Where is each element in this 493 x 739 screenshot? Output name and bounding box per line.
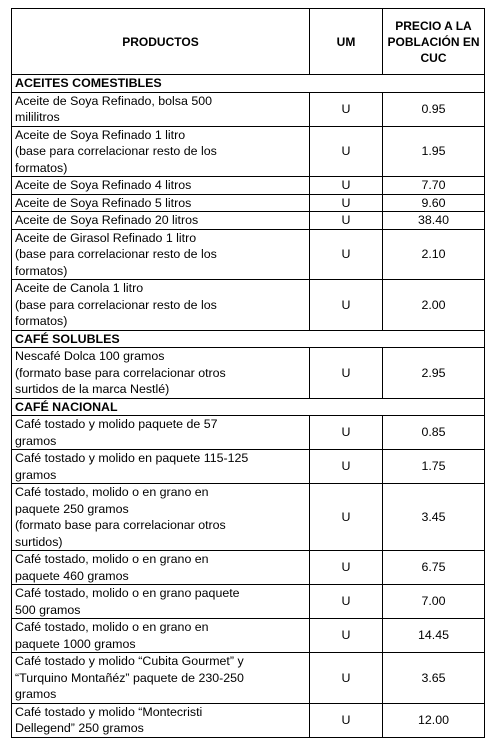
price-value: 3.45 [383, 484, 485, 551]
product-name: Café tostado y molido “Cubita Gourmet” y “Turquino Montañéz” paquete de 230-250 gramos [12, 653, 310, 704]
product-name: Café tostado, molido o en grano en paquete 250 gramos (formato base para correlacionar otros surtidos) [12, 484, 310, 551]
product-name: Aceite de Soya Refinado 5 litros [12, 194, 310, 212]
product-name: Aceite de Soya Refinado 4 litros [12, 177, 310, 195]
price-value: 6.75 [383, 551, 485, 585]
price-value: 12.00 [383, 703, 485, 737]
header-productos: PRODUCTOS [12, 9, 310, 75]
table-row [12, 194, 485, 212]
table-row [12, 450, 485, 484]
price-value: 9.60 [383, 194, 485, 212]
table-row [12, 280, 485, 331]
section-row [12, 330, 485, 348]
unit-of-measure: U [310, 653, 383, 704]
table-row [12, 619, 485, 653]
price-value: 7.70 [383, 177, 485, 195]
product-name: Aceite de Soya Refinado 1 litro (base para correlacionar resto de los formatos) [12, 126, 310, 177]
unit-of-measure: U [310, 177, 383, 195]
product-name: Aceite de Soya Refinado 20 litros [12, 212, 310, 230]
product-name: Café tostado y molido paquete de 57 gramos [12, 416, 310, 450]
price-value: 0.95 [383, 92, 485, 126]
price-value: 14.45 [383, 619, 485, 653]
section-label: ACEITES COMESTIBLES [12, 75, 485, 93]
price-value: 0.85 [383, 416, 485, 450]
unit-of-measure: U [310, 126, 383, 177]
product-name: Café tostado, molido o en grano en paquete 460 gramos [12, 551, 310, 585]
price-value: 2.95 [383, 348, 485, 399]
product-name: Nescafé Dolca 100 gramos (formato base para correlacionar otros surtidos de la marca Nestlé) [12, 348, 310, 399]
section-label: CAFÉ SOLUBLES [12, 330, 485, 348]
section-row [12, 75, 485, 93]
product-name: Café tostado y molido “Montecristi Dellegend” 250 gramos [12, 703, 310, 737]
table-row [12, 126, 485, 177]
product-name: Café tostado, molido o en grano paquete 500 gramos [12, 585, 310, 619]
unit-of-measure: U [310, 212, 383, 230]
unit-of-measure: U [310, 348, 383, 399]
table-row [12, 212, 485, 230]
unit-of-measure: U [310, 194, 383, 212]
unit-of-measure: U [310, 585, 383, 619]
unit-of-measure: U [310, 551, 383, 585]
product-name: Café tostado, molido o en grano en paquete 1000 gramos [12, 619, 310, 653]
table-row [12, 92, 485, 126]
table-row [12, 653, 485, 704]
unit-of-measure: U [310, 484, 383, 551]
table-row [12, 229, 485, 280]
unit-of-measure: U [310, 619, 383, 653]
header-precio: PRECIO A LA POBLACIÓN EN CUC [383, 9, 485, 75]
unit-of-measure: U [310, 450, 383, 484]
unit-of-measure: U [310, 92, 383, 126]
price-value: 1.75 [383, 450, 485, 484]
table-row [12, 585, 485, 619]
table-row [12, 551, 485, 585]
table-header-row [12, 9, 485, 75]
section-label: CAFÉ NACIONAL [12, 398, 485, 416]
price-value: 38.40 [383, 212, 485, 230]
price-value: 3.65 [383, 653, 485, 704]
table-row [12, 416, 485, 450]
table-row [12, 484, 485, 551]
unit-of-measure: U [310, 229, 383, 280]
table-row [12, 177, 485, 195]
section-row [12, 398, 485, 416]
product-name: Café tostado y molido en paquete 115-125 gramos [12, 450, 310, 484]
product-name: Aceite de Canola 1 litro (base para correlacionar resto de los formatos) [12, 280, 310, 331]
table-row [12, 703, 485, 737]
table-body [12, 75, 485, 738]
header-um: UM [310, 9, 383, 75]
price-value: 7.00 [383, 585, 485, 619]
price-value: 1.95 [383, 126, 485, 177]
unit-of-measure: U [310, 416, 383, 450]
price-value: 2.00 [383, 280, 485, 331]
table-row [12, 348, 485, 399]
price-table [11, 8, 485, 738]
product-name: Aceite de Soya Refinado, bolsa 500 mililitros [12, 92, 310, 126]
unit-of-measure: U [310, 280, 383, 331]
price-value: 2.10 [383, 229, 485, 280]
unit-of-measure: U [310, 703, 383, 737]
product-name: Aceite de Girasol Refinado 1 litro (base para correlacionar resto de los formatos) [12, 229, 310, 280]
